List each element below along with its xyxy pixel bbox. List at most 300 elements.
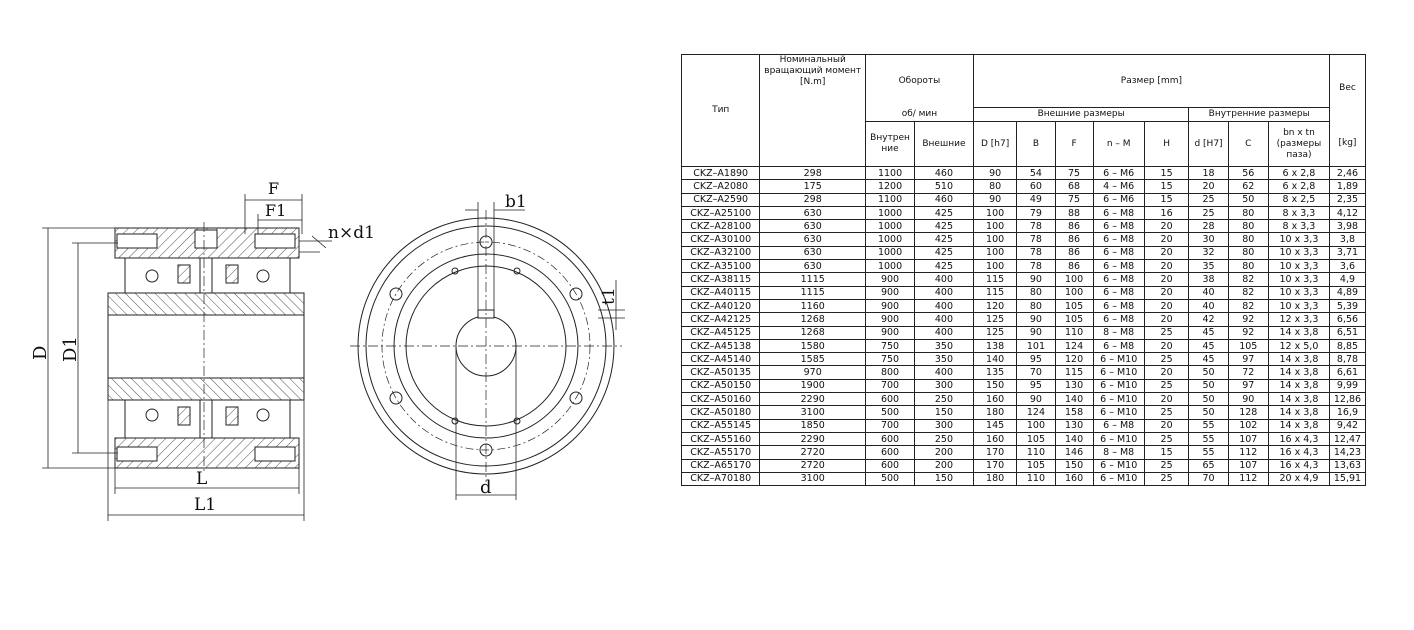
table-cell: 20 [1144,260,1189,273]
table-cell: 6,61 [1329,366,1365,379]
table-cell: 102 [1228,419,1268,432]
table-cell: 160 [1055,472,1093,485]
table-cell: 14 x 3,8 [1268,419,1329,432]
table-cell: 105 [1017,459,1055,472]
table-cell: 20 [1144,286,1189,299]
table-cell: 425 [915,220,974,233]
table-cell: 16 x 4,3 [1268,446,1329,459]
technical-drawing [0,0,660,630]
table-cell: 100 [973,246,1017,259]
table-cell: 6 – M6 [1093,193,1144,206]
table-cell: 425 [915,246,974,259]
table-cell: 160 [973,393,1017,406]
header-col-bt: bn x tn (размеры паза) [1268,122,1329,167]
table-row [682,299,1366,312]
table-cell: 1115 [760,273,866,286]
table-header [682,55,1366,167]
table-cell: 425 [915,206,974,219]
table-cell: 10 x 3,3 [1268,299,1329,312]
table-row [682,393,1366,406]
table-cell: 20 [1144,246,1189,259]
table-cell: CKZ–A45138 [682,339,760,352]
table-cell: 97 [1228,379,1268,392]
header-weight-unit: [kg] [1329,122,1365,167]
table-cell: 400 [915,273,974,286]
table-cell: 400 [915,286,974,299]
table-cell: 105 [1055,299,1093,312]
table-cell: 80 [1017,286,1055,299]
table-cell: 50 [1189,379,1228,392]
table-cell: 86 [1055,233,1093,246]
table-cell: 14 x 3,8 [1268,326,1329,339]
table-cell: 510 [915,180,974,193]
table-cell: 15 [1144,167,1189,180]
table-cell: 45 [1189,326,1228,339]
table-cell: 200 [915,446,974,459]
table-cell: 60 [1017,180,1055,193]
table-row [682,233,1366,246]
table-cell: 90 [1017,393,1055,406]
table-cell: 400 [915,326,974,339]
label-D: D [30,345,51,360]
table-cell: 90 [1017,326,1055,339]
table-cell: 2290 [760,432,866,445]
table-cell: 86 [1055,220,1093,233]
table-cell: 20 [1144,366,1189,379]
table-cell: 107 [1228,459,1268,472]
table-cell: 1000 [866,260,915,273]
table-cell: 45 [1189,353,1228,366]
table-cell: 30 [1189,233,1228,246]
table-cell: 500 [866,472,915,485]
table-cell: 70 [1017,366,1055,379]
table-cell: 25 [1144,379,1189,392]
table-cell: 900 [866,299,915,312]
table-cell: 78 [1017,260,1055,273]
table-cell: CKZ–A55160 [682,432,760,445]
table-cell: 8 – M8 [1093,326,1144,339]
table-cell: 8 x 3,3 [1268,220,1329,233]
table-row [682,339,1366,352]
table-cell: 298 [760,193,866,206]
table-cell: CKZ–A35100 [682,260,760,273]
table-cell: 80 [1228,246,1268,259]
table-cell: 1000 [866,233,915,246]
table-cell: 49 [1017,193,1055,206]
table-row [682,246,1366,259]
table-cell: 6 – M8 [1093,339,1144,352]
table-cell: 20 [1144,313,1189,326]
table-cell: CKZ–A45140 [682,353,760,366]
table-row [682,406,1366,419]
table-cell: 56 [1228,167,1268,180]
table-cell: 900 [866,326,915,339]
table-cell: 16 [1144,206,1189,219]
table-cell: 90 [1228,393,1268,406]
table-cell: 6 – M10 [1093,366,1144,379]
table-cell: 3100 [760,406,866,419]
table-cell: 500 [866,406,915,419]
table-cell: 14 x 3,8 [1268,393,1329,406]
table-body [682,167,1366,486]
table-cell: 6 – M10 [1093,379,1144,392]
table-cell: 12 x 5,0 [1268,339,1329,352]
table-cell: 50 [1189,366,1228,379]
table-cell: 25 [1144,326,1189,339]
table-cell: 78 [1017,233,1055,246]
table-cell: 145 [973,419,1017,432]
table-cell: 8,78 [1329,353,1365,366]
table-cell: CKZ–A70180 [682,472,760,485]
table-cell: 75 [1055,193,1093,206]
table-cell: CKZ–A40115 [682,286,760,299]
table-cell: 90 [973,167,1017,180]
label-D1: D1 [60,336,81,362]
table-cell: 50 [1189,393,1228,406]
table-cell: 68 [1055,180,1093,193]
header-type: Тип [682,55,760,167]
table-cell: 700 [866,419,915,432]
table-cell: 6,56 [1329,313,1365,326]
table-cell: 8 x 2,5 [1268,193,1329,206]
table-row [682,206,1366,219]
table-cell: 600 [866,393,915,406]
table-cell: 54 [1017,167,1055,180]
table-cell: 1100 [866,193,915,206]
table-cell: 750 [866,353,915,366]
table-cell: 6 – M10 [1093,432,1144,445]
table-cell: 900 [866,313,915,326]
front-dimensions [456,202,625,500]
table-cell: 3,98 [1329,220,1365,233]
header-outer-dims: Внешние размеры [973,108,1189,122]
table-cell: 115 [1055,366,1093,379]
spec-table [681,54,1366,486]
table-cell: 38 [1189,273,1228,286]
table-cell: 6 – M8 [1093,273,1144,286]
table-cell: 110 [1055,326,1093,339]
table-cell: 15,91 [1329,472,1365,485]
table-cell: 6 – M8 [1093,233,1144,246]
table-cell: 630 [760,233,866,246]
table-row [682,326,1366,339]
table-cell: CKZ–A1890 [682,167,760,180]
table-cell: 82 [1228,299,1268,312]
table-cell: 82 [1228,286,1268,299]
table-cell: 55 [1189,446,1228,459]
table-cell: 6 – M6 [1093,167,1144,180]
table-cell: 124 [1055,339,1093,352]
table-cell: 10 x 3,3 [1268,286,1329,299]
table-cell: 8 – M8 [1093,446,1144,459]
table-cell: 3,6 [1329,260,1365,273]
table-cell: 25 [1144,406,1189,419]
table-cell: 112 [1228,446,1268,459]
table-cell: 970 [760,366,866,379]
header-col-B: B [1017,122,1055,167]
table-cell: 115 [973,286,1017,299]
table-cell: 90 [1017,273,1055,286]
table-cell: 170 [973,459,1017,472]
label-L: L [196,469,208,489]
table-cell: 90 [973,193,1017,206]
table-cell: 6 – M10 [1093,353,1144,366]
header-torque: Номинальный вращающий момент [N.m] [760,55,866,167]
table-cell: CKZ–A50160 [682,393,760,406]
table-cell: 125 [973,326,1017,339]
table-cell: 250 [915,393,974,406]
table-cell: 100 [1017,419,1055,432]
table-cell: 200 [915,459,974,472]
table-cell: 80 [973,180,1017,193]
table-cell: CKZ–A40120 [682,299,760,312]
table-cell: 900 [866,286,915,299]
table-cell: 25 [1189,206,1228,219]
table-cell: 1160 [760,299,866,312]
table-cell: 140 [1055,432,1093,445]
table-cell: 6 – M8 [1093,286,1144,299]
table-cell: 100 [973,220,1017,233]
table-cell: CKZ–A38115 [682,273,760,286]
table-cell: 1200 [866,180,915,193]
table-cell: 600 [866,459,915,472]
table-cell: 55 [1189,419,1228,432]
table-cell: 25 [1144,472,1189,485]
table-cell: 600 [866,432,915,445]
table-cell: 14 x 3,8 [1268,353,1329,366]
table-cell: 14 x 3,8 [1268,366,1329,379]
table-cell: 1268 [760,326,866,339]
table-cell: 135 [973,366,1017,379]
table-row [682,260,1366,273]
table-cell: CKZ–A55170 [682,446,760,459]
table-cell: 16,9 [1329,406,1365,419]
table-cell: 3,71 [1329,246,1365,259]
table-cell: 100 [1055,273,1093,286]
table-cell: 150 [915,472,974,485]
table-row [682,446,1366,459]
table-cell: 15 [1144,193,1189,206]
table-row [682,313,1366,326]
table-cell: 400 [915,299,974,312]
table-cell: 92 [1228,326,1268,339]
table-cell: 350 [915,339,974,352]
table-cell: 170 [973,446,1017,459]
table-cell: 1850 [760,419,866,432]
table-cell: 105 [1055,313,1093,326]
table-cell: 150 [915,406,974,419]
table-cell: CKZ–A50180 [682,406,760,419]
table-cell: 105 [1228,339,1268,352]
table-cell: 4,9 [1329,273,1365,286]
header-col-D: D [h7] [973,122,1017,167]
table-cell: 80 [1228,260,1268,273]
table-cell: 20 [1144,299,1189,312]
table-cell: 3100 [760,472,866,485]
table-cell: 70 [1189,472,1228,485]
table-cell: 55 [1189,432,1228,445]
table-cell: 130 [1055,419,1093,432]
table-row [682,472,1366,485]
table-cell: 250 [915,432,974,445]
table-cell: 112 [1228,472,1268,485]
table-cell: 100 [973,233,1017,246]
label-nd1: n×d1 [328,223,375,243]
table-cell: 78 [1017,246,1055,259]
table-cell: 175 [760,180,866,193]
table-cell: 180 [973,472,1017,485]
table-cell: 78 [1017,220,1055,233]
table-cell: 630 [760,206,866,219]
label-L1: L1 [194,495,217,515]
table-cell: 6 – M8 [1093,419,1144,432]
table-cell: 630 [760,246,866,259]
table-cell: 600 [866,446,915,459]
header-rpm-unit: об/ мин [866,108,974,122]
table-cell: 1580 [760,339,866,352]
table-cell: 400 [915,366,974,379]
table-cell: 13,63 [1329,459,1365,472]
table-cell: 28 [1189,220,1228,233]
table-row [682,180,1366,193]
table-row [682,220,1366,233]
table-row [682,193,1366,206]
table-cell: 1115 [760,286,866,299]
table-cell: 9,99 [1329,379,1365,392]
header-rpm-outer: Внешние [915,122,974,167]
table-cell: 20 [1189,180,1228,193]
table-cell: 20 [1144,393,1189,406]
table-cell: 2,46 [1329,167,1365,180]
table-cell: 10 x 3,3 [1268,233,1329,246]
table-cell: CKZ–A55145 [682,419,760,432]
table-cell: 160 [973,432,1017,445]
table-cell: 20 [1144,339,1189,352]
header-col-C: C [1228,122,1268,167]
table-cell: 3,8 [1329,233,1365,246]
table-cell: 158 [1055,406,1093,419]
table-cell: 20 [1144,220,1189,233]
table-cell: 6 – M8 [1093,299,1144,312]
header-rpm-inner: Внутрен ние [866,122,915,167]
table-cell: 50 [1189,406,1228,419]
table-cell: 6 – M8 [1093,260,1144,273]
table-cell: 10 x 3,3 [1268,273,1329,286]
table-cell: 107 [1228,432,1268,445]
table-cell: 2720 [760,459,866,472]
table-cell: 100 [973,260,1017,273]
table-cell: 50 [1228,193,1268,206]
table-cell: 25 [1144,353,1189,366]
table-cell: 800 [866,366,915,379]
table-cell: 1268 [760,313,866,326]
table-cell: 14,23 [1329,446,1365,459]
table-cell: 6 – M8 [1093,246,1144,259]
table-cell: 180 [973,406,1017,419]
table-cell: 9,42 [1329,419,1365,432]
table-cell: 86 [1055,246,1093,259]
table-cell: 80 [1228,220,1268,233]
table-cell: CKZ–A42125 [682,313,760,326]
table-cell: 16 x 4,3 [1268,432,1329,445]
table-cell: 62 [1228,180,1268,193]
table-cell: 6,51 [1329,326,1365,339]
table-cell: 4 – M6 [1093,180,1144,193]
table-cell: 120 [1055,353,1093,366]
table-cell: CKZ–A65170 [682,459,760,472]
table-cell: 150 [1055,459,1093,472]
table-cell: 1900 [760,379,866,392]
table-cell: 20 [1144,273,1189,286]
table-row [682,286,1366,299]
header-inner-dims: Внутренние размеры [1189,108,1330,122]
table-cell: 35 [1189,260,1228,273]
table-cell: 110 [1017,472,1055,485]
table-cell: 425 [915,233,974,246]
table-cell: 12 x 3,3 [1268,313,1329,326]
table-cell: 460 [915,167,974,180]
table-cell: 40 [1189,286,1228,299]
table-cell: 700 [866,379,915,392]
table-cell: CKZ–A32100 [682,246,760,259]
table-cell: 460 [915,193,974,206]
table-cell: 15 [1144,446,1189,459]
table-cell: 25 [1144,432,1189,445]
table-cell: 20 [1144,419,1189,432]
table-cell: 15 [1144,180,1189,193]
table-cell: 1,89 [1329,180,1365,193]
table-row [682,273,1366,286]
table-cell: 25 [1189,193,1228,206]
table-cell: 2720 [760,446,866,459]
table-cell: 140 [973,353,1017,366]
table-cell: CKZ–A30100 [682,233,760,246]
table-cell: 4,89 [1329,286,1365,299]
table-cell: 6 x 2,8 [1268,180,1329,193]
header-size: Размер [mm] [973,55,1329,108]
table-cell: 10 x 3,3 [1268,260,1329,273]
table-row [682,353,1366,366]
table-cell: 80 [1228,206,1268,219]
table-cell: 12,86 [1329,393,1365,406]
table-cell: 42 [1189,313,1228,326]
table-cell: 80 [1228,233,1268,246]
table-cell: 300 [915,419,974,432]
table-row [682,432,1366,445]
table-cell: 88 [1055,206,1093,219]
table-cell: 630 [760,260,866,273]
table-cell: 146 [1055,446,1093,459]
table-cell: CKZ–A28100 [682,220,760,233]
table-cell: 6 – M8 [1093,220,1144,233]
table-cell: 8,85 [1329,339,1365,352]
table-cell: 1585 [760,353,866,366]
table-cell: 10 x 3,3 [1268,246,1329,259]
header-col-d: d [H7] [1189,122,1228,167]
table-cell: 100 [973,206,1017,219]
table-cell: CKZ–A45125 [682,326,760,339]
table-cell: 16 x 4,3 [1268,459,1329,472]
table-cell: 750 [866,339,915,352]
table-cell: 6 – M10 [1093,459,1144,472]
table-cell: 350 [915,353,974,366]
table-cell: 6 x 2,8 [1268,167,1329,180]
table-cell: 1000 [866,220,915,233]
table-cell: 20 x 4,9 [1268,472,1329,485]
table-cell: 90 [1017,313,1055,326]
table-cell: 125 [973,313,1017,326]
table-cell: 25 [1144,459,1189,472]
